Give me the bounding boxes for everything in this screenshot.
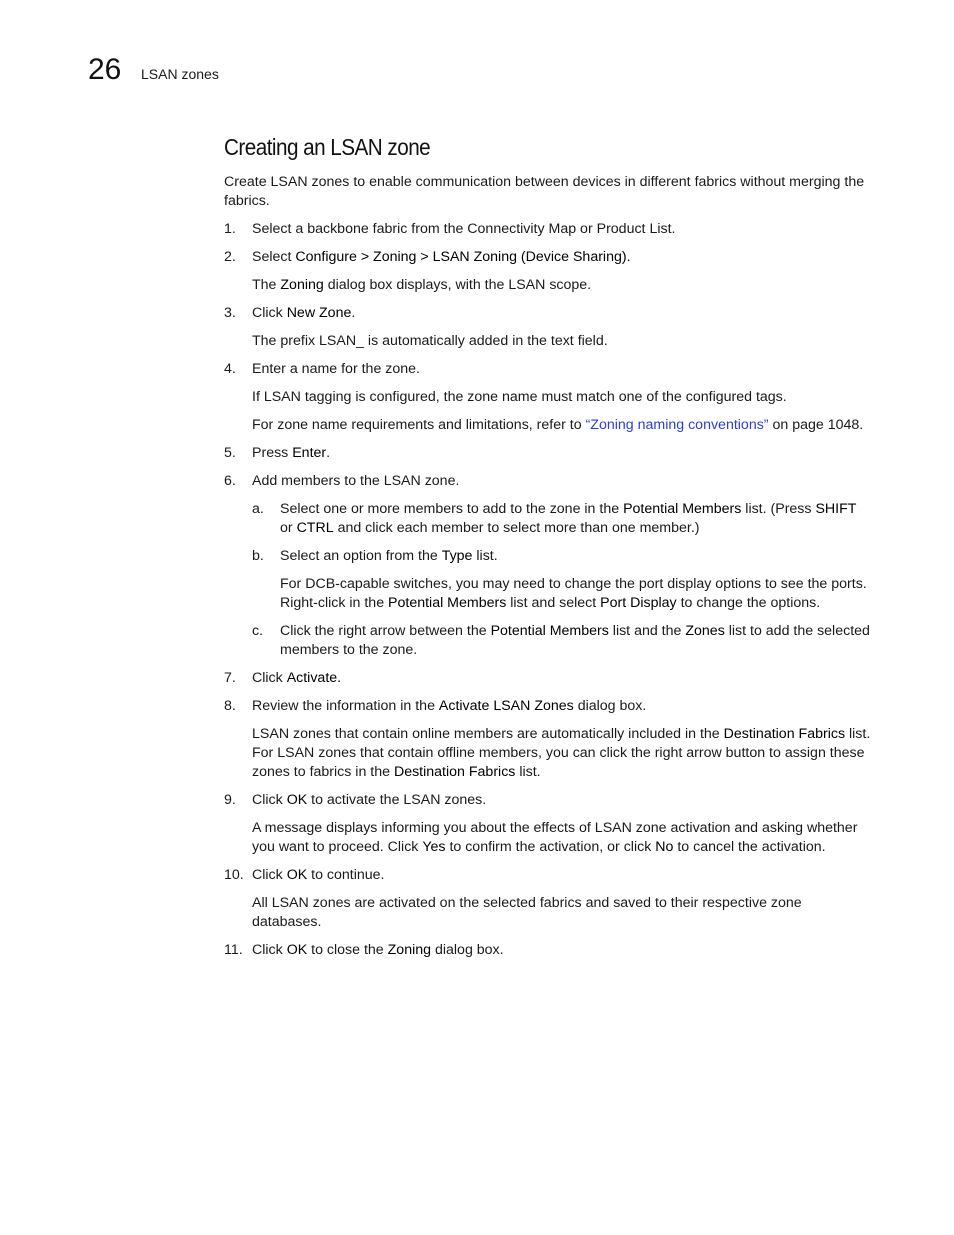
ui-term-destination-fabrics: Destination Fabrics	[723, 726, 846, 742]
step-text: Add members to the LSAN zone.	[252, 473, 460, 489]
step-11	[224, 941, 872, 960]
note-text: list. For LSAN zones that contain offline members, you can click the right arrow button to assign these zones to fabrics in the	[252, 726, 871, 780]
ui-term-new-zone: New Zone	[286, 305, 352, 321]
step-note	[252, 819, 872, 857]
ui-term-zoning: Zoning	[280, 277, 324, 293]
step-number: 10.	[224, 867, 244, 883]
step-text-post: .	[326, 445, 331, 461]
ui-term-enter: Enter	[292, 445, 327, 461]
step-4	[224, 360, 872, 435]
step-text-pre: Click	[252, 305, 287, 321]
step-text-pre: Press	[252, 445, 293, 461]
substep-text: Select one or more members to add to the zone in the	[280, 501, 624, 517]
cross-reference-link[interactable]: “Zoning naming conventions”	[585, 417, 769, 433]
step-1	[224, 220, 872, 239]
note-text: on page 1048.	[768, 417, 864, 433]
substep-b	[252, 547, 872, 613]
step-2	[224, 248, 872, 295]
substep-text: list.	[472, 548, 498, 564]
chapter-title: LSAN zones	[141, 66, 219, 82]
step-number: 11.	[224, 942, 243, 958]
step-note: The prefix LSAN_ is automatically added in the text field.	[252, 333, 608, 349]
step-text-pre: Select	[252, 249, 296, 265]
substep-label: c.	[252, 623, 264, 639]
step-number: 2.	[224, 249, 236, 265]
substep-text: Click the right arrow between the	[280, 623, 491, 639]
ui-term-shift: SHIFT	[815, 501, 857, 517]
step-text-mid: to close the	[307, 942, 388, 958]
substep-text: list to add the selected members to the zone.	[280, 623, 870, 658]
step-10	[224, 866, 872, 932]
step-note	[252, 725, 872, 782]
substep-text: list. (Press	[741, 501, 816, 517]
step-number: 7.	[224, 670, 236, 686]
ui-term-zones: Zones	[685, 623, 725, 639]
step-text-post: dialog box.	[573, 698, 647, 714]
step-number: 6.	[224, 473, 236, 489]
step-8	[224, 697, 872, 782]
step-text-pre: Review the information in the	[252, 698, 439, 714]
step-number: 9.	[224, 792, 236, 808]
substeps	[252, 500, 872, 660]
ui-term-ctrl: CTRL	[296, 520, 334, 536]
step-5	[224, 444, 872, 463]
step-number: 1.	[224, 221, 236, 237]
substep-label: a.	[252, 501, 264, 517]
ui-term-yes: Yes	[422, 839, 446, 855]
note-text: dialog box displays, with the LSAN scope.	[323, 277, 592, 293]
step-text-post: .	[351, 305, 356, 321]
ui-term-potential-members: Potential Members	[490, 623, 609, 639]
substep-c	[252, 622, 872, 660]
step-note: All LSAN zones are activated on the selected fabrics and saved to their respective zone databases.	[252, 895, 802, 930]
note-text: to confirm the activation, or click	[445, 839, 656, 855]
step-text-post: dialog box.	[431, 942, 504, 958]
substep-label: b.	[252, 548, 264, 564]
note-text: For zone name requirements and limitations, refer to	[252, 417, 586, 433]
step-note-reference	[252, 416, 872, 435]
substep-text: or	[280, 520, 297, 536]
step-text: Select a backbone fabric from the Connectivity Map or Product List.	[252, 221, 676, 237]
note-text: list and select	[506, 595, 601, 611]
step-3	[224, 304, 872, 351]
substep-text: list and the	[608, 623, 686, 639]
ui-term-no: No	[655, 839, 674, 855]
ui-term-ok: OK	[286, 942, 308, 958]
step-text: Enter a name for the zone.	[252, 361, 420, 377]
step-number: 8.	[224, 698, 236, 714]
chapter-number: 26	[88, 53, 122, 86]
step-9	[224, 791, 872, 857]
ui-term-activate-lsan-zones: Activate LSAN Zones	[438, 698, 574, 714]
step-text-pre: Click	[252, 942, 287, 958]
ui-term-potential-members: Potential Members	[388, 595, 507, 611]
step-text-post: to activate the LSAN zones.	[307, 792, 487, 808]
ui-term-ok: OK	[286, 867, 308, 883]
note-text: to change the options.	[676, 595, 821, 611]
ui-term-ok: OK	[286, 792, 308, 808]
note-text: to cancel the activation.	[673, 839, 826, 855]
ui-term-port-display: Port Display	[600, 595, 677, 611]
substep-text: Select an option from the	[280, 548, 442, 564]
substep-note	[280, 575, 872, 613]
ui-term-activate: Activate.	[286, 670, 342, 686]
ui-term-type: Type	[441, 548, 473, 564]
step-note	[252, 276, 872, 295]
menu-path: Configure > Zoning > LSAN Zoning (Device Sharing)	[295, 249, 627, 265]
procedure-steps	[224, 220, 872, 960]
step-6	[224, 472, 872, 660]
note-text: list.	[515, 764, 541, 780]
note-text: LSAN zones that contain online members are automatically included in the	[252, 726, 724, 742]
section-title: Creating an LSAN zone	[224, 134, 431, 160]
ui-term-potential-members: Potential Members	[623, 501, 742, 517]
step-text-post: to continue.	[307, 867, 385, 883]
step-text-post: .	[626, 249, 631, 265]
step-text-pre: Click	[252, 792, 287, 808]
substep-text: and click each member to select more than one member.)	[333, 520, 700, 536]
step-number: 3.	[224, 305, 236, 321]
note-text: For DCB-capable switches, you may need to change the port display options to see the ports. Right-click in the	[280, 576, 867, 611]
step-number: 4.	[224, 361, 236, 377]
ui-term-destination-fabrics: Destination Fabrics	[393, 764, 516, 780]
intro-paragraph: Create LSAN zones to enable communication between devices in different fabrics without merging the fabrics.	[224, 174, 865, 209]
note-text: A message displays informing you about the effects of LSAN zone activation and asking whether you want to proceed. Click	[252, 820, 858, 855]
section-body	[224, 173, 872, 969]
step-7	[224, 669, 872, 688]
substep-a	[252, 500, 872, 538]
step-text-pre: Click	[252, 867, 287, 883]
step-text-pre: Click	[252, 670, 287, 686]
step-note: If LSAN tagging is configured, the zone name must match one of the configured tags.	[252, 389, 787, 405]
ui-term-zoning: Zoning	[387, 942, 432, 958]
note-text: The	[252, 277, 281, 293]
step-number: 5.	[224, 445, 236, 461]
